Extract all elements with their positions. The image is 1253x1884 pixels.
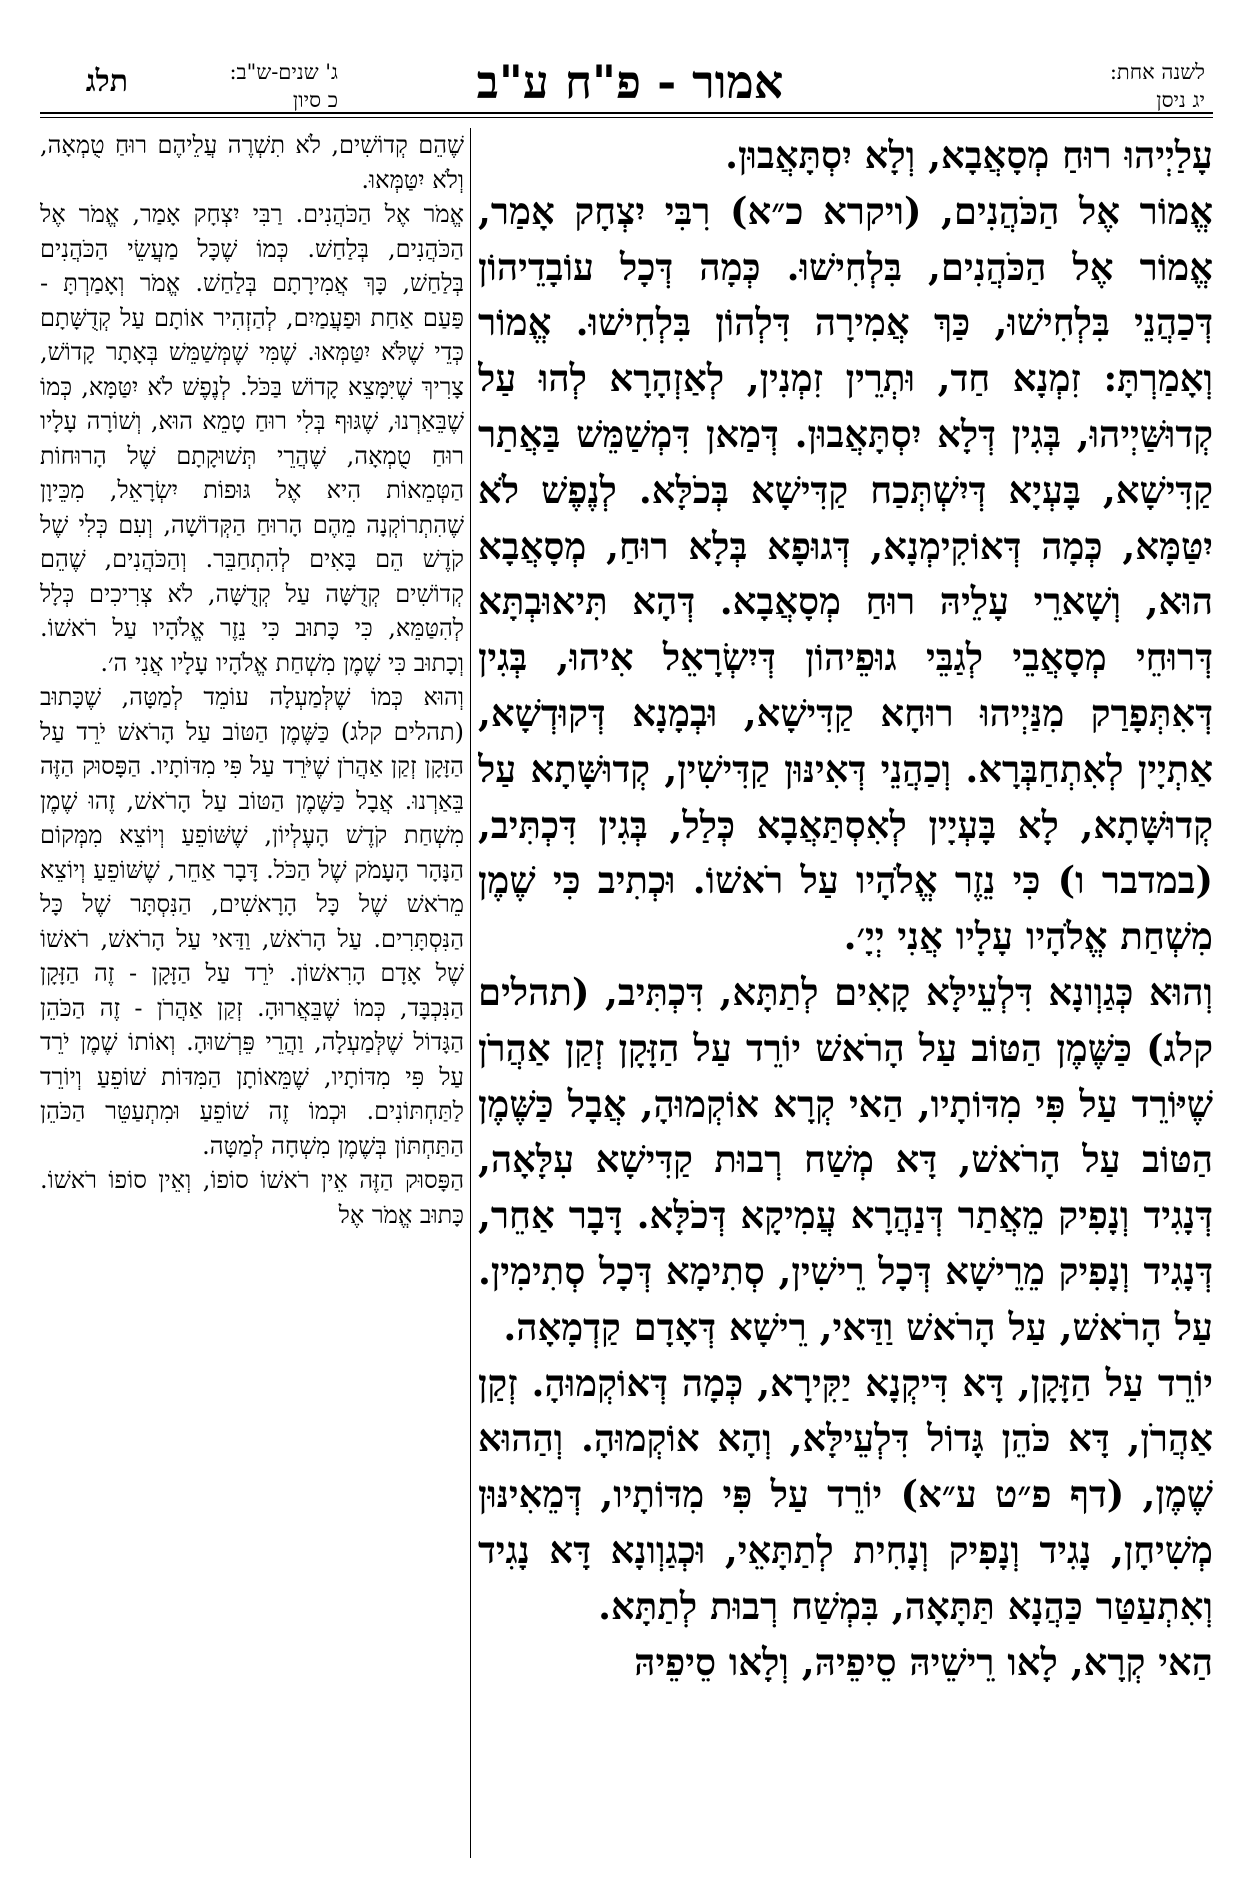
translation-paragraph-2: אֱמֹר אֶל הַכֹּהֲנִים. רַבִּי יִצְחָק אָמַר, אֱמֹר אֶל הַכֹּהֲנִים, בְּלַחַשׁ. כְּמוֹ שֶׁכָּל מַעֲשֵׂי הַכֹּהֲנִים בְּלַחַשׁ, כָּךְ אֲמִירָתָם בְּלַחַשׁ. אֱמֹר וְאָמַרְתָּ - פַּעַם אַחַת וּפַעֲמַיִם, לְהַזְהִיר אוֹתָם עַל קְדֻשָּׁתָם כְּדֵי שֶׁלֹּא יִטַּמְּאוּ. שֶׁמִּי שֶׁמְּשַׁמֵּשׁ בְּאָתָר קָדוֹשׁ, צָרִיךְ שֶׁיִּמָּצֵא קָדוֹשׁ בַּכֹּל. לְנֶפֶשׁ לֹא יִטַּמָּא, כְּמוֹ שֶׁבֵּאַרְנוּ, שֶׁגּוּף בְּלִי רוּחַ טָמֵא הוּא, וְשׁוֹרָה עָלָיו רוּחַ טֻמְאָה, שֶׁהֲרֵי תְּשׁוּקָתָם שֶׁל הָרוּחוֹת הַטְּמֵאוֹת הִיא אֶל גּוּפוֹת יִשְׂרָאֵל, מִכֵּיוָן שֶׁהִתְרוֹקְנָה מֵהֶם הָרוּחַ הַקְּדוֹשָׁה, וְעִם כְּלִי שֶׁל קֹדֶשׁ הֵם בָּאִים לְהִתְחַבֵּר. וְהַכֹּהֲנִים, שֶׁהֵם קְדוֹשִׁים קְדֻשָּׁה עַל קְדֻשָּׁה, לֹא צְרִיכִים כְּלָל לְהִטַּמֵּא, כִּי כָּתוּב כִּי נֵזֶר אֱלֹהָיו עַל רֹאשׁוֹ. וְכָתוּב כִּי שֶׁמֶן מִשְׁחַת אֱלֹהָיו עָלָיו אֲנִי ה׳. xyxy=(40,200,464,677)
main-paragraph-1: עָלַיְיהוּ רוּחַ מְסָאֲבָא, וְלָא יִסְתָּאֲבוּן. xyxy=(725,133,1213,177)
translation-paragraph-1: שֶׁהֵם קְדוֹשִׁים, לֹא תִשְׁרֶה עֲלֵיהֶם רוּחַ טֻמְאָה, וְלֹא יִטַּמְּאוּ. xyxy=(40,131,464,194)
header-study-schedule-three-years xyxy=(138,58,338,114)
header-one-year-date: יג ניסן xyxy=(1156,88,1205,112)
page-number: תלג xyxy=(85,64,128,99)
main-paragraph-3: וְהוּא כְּגַוְונָא דִּלְעֵילָּא קָאִים לְתַתָּא, דִּכְתִּיב, (תהלים קלג) כַּשֶּׁמֶן הַטּוֹב עַל הָרֹאשׁ יוֹרֵד עַל הַזָּקָן זְקַן אַהֲרֹן שֶׁיּוֹרֵד עַל פִּי מִדּוֹתָיו, הַאי קְרָא אוֹקְמוּהָ, אֲבָל כַּשֶּׁמֶן הַטּוֹב עַל הָרֹאשׁ, דָּא מְשַׁח רְבוּת קַדִּישָׁא עִלָּאָה, דְּנָגִיד וְנָפִיק מֵאֲתַר דְּנַהֲרָא עֲמִיקָא דְּכֹלָּא. דָּבָר אַחֵר, דְּנָגִיד וְנָפִיק מֵרֵישָׁא דְּכָל רֵישִׁין, סְתִימָא דְּכָל סְתִימִין. עַל הָרֹאשׁ, עַל הָרֹאשׁ וַדַּאי, רֵישָׁא דְּאָדָם קַדְמָאָה. xyxy=(478,969,1213,1349)
header-three-years-label: ג' שנים-ש"ב: xyxy=(229,60,338,84)
header-three-years-date: כ סיון xyxy=(292,88,338,112)
translation-column xyxy=(40,128,464,1858)
header-rule xyxy=(40,112,1213,114)
header-one-year-label: לשנה אחת: xyxy=(1109,60,1205,84)
main-paragraph-2: אֱמוֹר אֶל הַכֹּהֲנִים, (ויקרא כ״א) רִבִּי יִצְחָק אָמַר, אֱמוֹר אֶל הַכֹּהֲנִים, בִּלְחִישׁוּ. כְּמָה דְּכָל עוֹבָדֵיהוֹן דְּכַהֲנֵי בִּלְחִישׁוּ, כַּךְ אֲמִירָה דִּלְהוֹן בִּלְחִישׁוּ. אֱמוֹר וְאָמַרְתָּ: זִמְנָא חַד, וּתְרֵין זִמְנִין, לְאַזְהָרָא לְהוּ עַל קְדוּשַּׁיְיהוּ, בְּגִין דְּלָא יִסְתָּאֲבוּן. דְּמַאן דִּמְשַׁמֵּשׁ בַּאֲתַר קַדִּישָׁא, בָּעְיָא דְּיִשְׁתְּכַח קַדִּישָׁא בְּכֹלָּא. לְנֶפֶשׁ לֹא יִטַּמָּא, כְּמָה דְּאוֹקִימְנָא, דְּגוּפָא בְּלָא רוּחַ, מְסָאֲבָא הוּא, וְשָׁארֵי עָלֵיהּ רוּחַ מְסָאֲבָא. דְּהָא תִּיאוּבְתָּא דְּרוּחֵי מְסָאֲבֵי לְגַבֵּי גוּפֵיהוֹן דְּיִשְׂרָאֵל אִיהוּ, בְּגִין דְּאִתְּפָרַק מִנַּיְיהוּ רוּחָא קַדִּישָׁא, וּבְמָנָא דְּקוּדְשָׁא, אַתְיָין לְאִתְחַבְּרָא. וְכַהֲנֵי דְּאִינּוּן קַדִּישִׁין, קְדוּשָּׁתָא עַל קְדוּשָּׁתָא, לָא בָּעְיָין לְאִסְתַּאֲבָא כְּלַל, בְּגִין דִּכְתִּיב, (במדבר ו) כִּי נֵזֶר אֱלֹהָיו עַל רֹאשׁוֹ. וּכְתִיב כִּי שֶׁמֶן מִשְׁחַת אֱלֹהָיו עָלָיו אֲנִי יְיָ׳. xyxy=(478,188,1213,959)
translation-paragraph-4: הַפָּסוּק הַזֶּה אֵין רֹאשׁוֹ סוֹפוֹ, וְאֵין סוֹפוֹ רֹאשׁוֹ. כָּתוּב אֱמֹר אֶל xyxy=(40,1166,464,1229)
header-rule-thin xyxy=(40,117,1213,118)
column-divider xyxy=(470,128,471,1858)
main-paragraph-5: הַאי קְרָא, לָאו רֵישֵׁיהּ סֵיפֵיהּ, וְלָאו סֵיפֵיהּ xyxy=(634,1639,1213,1684)
header-study-schedule-one-year xyxy=(1005,58,1205,114)
main-paragraph-4: יוֹרֵד עַל הַזָּקָן, דָּא דִּיקְנָא יַקִּירָא, כְּמָה דְּאוֹקְמוּהָ. זְקַן אַהֲרֹן, דָּא כֹּהֵן גָּדוֹל דִּלְעֵילָּא, וְהָא אוֹקְמוּהָ. וְהַהוּא שֶׁמֶן, (דף פ״ט ע״א) יוֹרֵד עַל פִּי מִדּוֹתָיו, דְּמֵאִינּוּן מְשִׁיחָן, נָגִיד וְנָפִיק וְנָחִית לְתַתָּאֵי, וּכְגַוְונָא דָּא נָגִיד וְאִתְעַטַּר כַּהֲנָא תַּתָּאָה, בִּמְשַׁח רְבוּת לְתַתָּא. xyxy=(478,1360,1213,1628)
main-text-column xyxy=(478,128,1213,1858)
translation-paragraph-3: וְהוּא כְּמוֹ שֶׁלְּמַעְלָה עוֹמֵד לְמַטָּה, שֶׁכָּתוּב (תהלים קלג) כַּשֶּׁמֶן הַטּוֹב עַל הָרֹאשׁ יֹרֵד עַל הַזָּקָן זְקַן אַהֲרֹן שֶׁיֹּרֵד עַל פִּי מִדּוֹתָיו. הַפָּסוּק הַזֶּה בֵּאַרְנוּ. אֲבָל כַּשֶּׁמֶן הַטּוֹב עַל הָרֹאשׁ, זֶהוּ שֶׁמֶן מִשְׁחַת קֹדֶשׁ הָעֶלְיוֹן, שֶׁשּׁוֹפֵעַ וְיוֹצֵא מִמְּקוֹם הַנָּהָר הָעָמֹק שֶׁל הַכֹּל. דָּבָר אַחֵר, שֶׁשּׁוֹפֵעַ וְיוֹצֵא מֵרֹאשׁ שֶׁל כָּל הָרָאשִׁים, הַנִּסְתָּר שֶׁל כָּל הַנִּסְתָּרִים. עַל הָרֹאשׁ, וַדַּאי עַל הָרֹאשׁ, רֹאשׁוֹ שֶׁל אָדָם הָרִאשׁוֹן. יֹרֵד עַל הַזָּקָן - זֶה הַזָּקָן הַנִּכְבָּד, כְּמוֹ שֶׁבֵּאֲרוּהָ. זְקַן אַהֲרֹן - זֶה הַכֹּהֵן הַגָּדוֹל שֶׁלְּמַעְלָה, וַהֲרֵי פֵּרְשׁוּהָ. וְאוֹתוֹ שֶׁמֶן יֹרֵד עַל פִּי מִדּוֹתָיו, שֶׁמֵּאוֹתָן הַמִּדּוֹת שׁוֹפֵעַ וְיוֹרֵד לַתַּחְתּוֹנִים. וּכְמוֹ זֶה שׁוֹפֵעַ וּמִתְעַטֵּר הַכֹּהֵן הַתַּחְתּוֹן בְּשֶׁמֶן מִשְׁחָה לְמַטָּה. xyxy=(40,683,464,1160)
page-title: אמור - פ"ח ע"ב xyxy=(476,55,784,109)
